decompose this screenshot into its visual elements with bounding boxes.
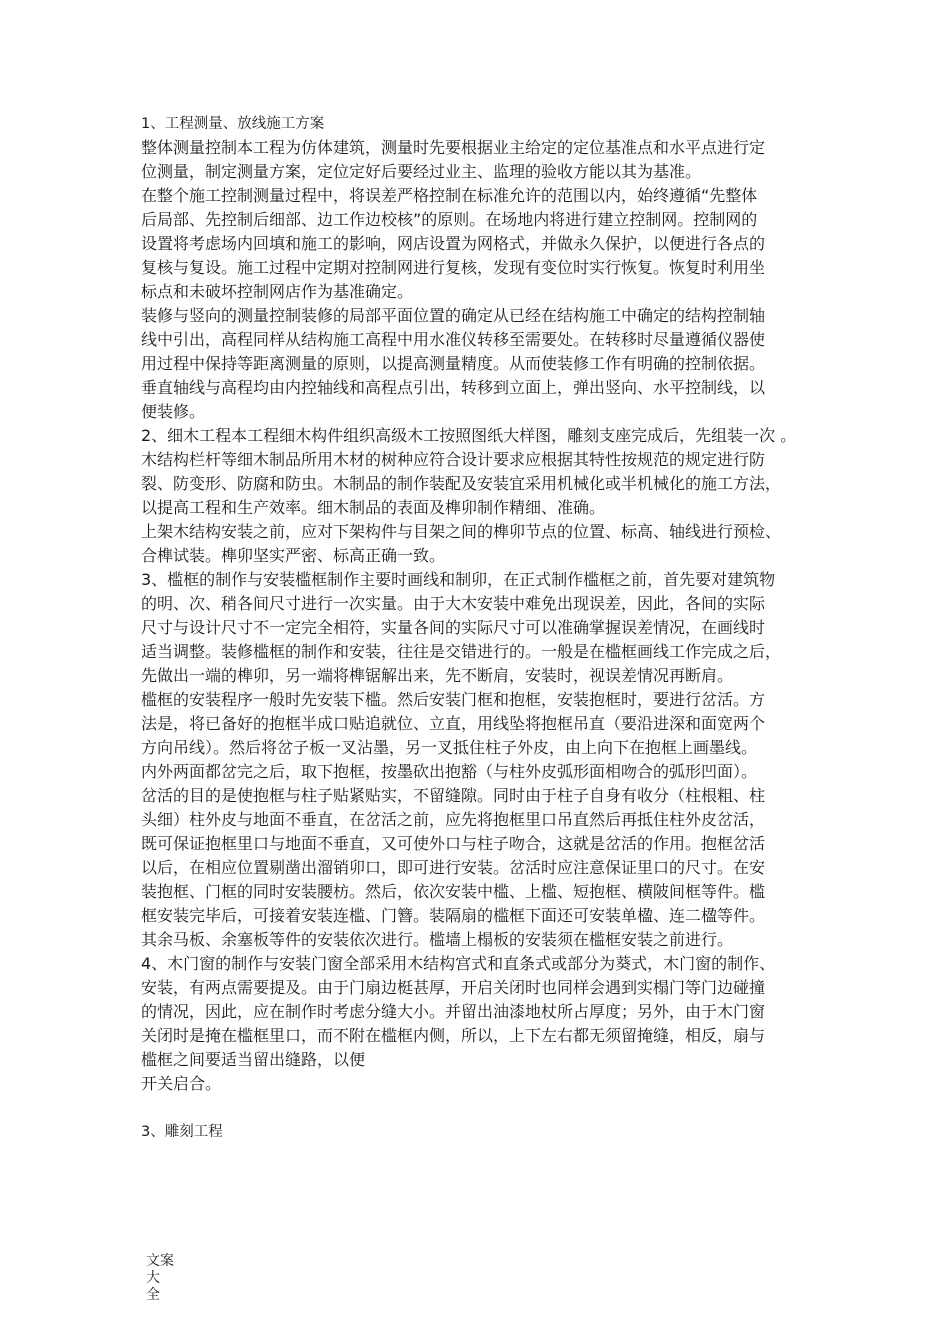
text-line: 尺寸与设计尺寸不一定完全相符，实量各间的实际尺寸可以准确掌握误差情况，在画线时 [141, 618, 766, 637]
text-line: 在整个施工控制测量过程中，将误差严格控制在标准允许的范围以内，始终遵循“先整体 [141, 186, 758, 205]
text-line: 2、细木工程本工程细木构件组织高级木工按照图纸大样图，雕刻支座完成后，先组装一次 。 [141, 426, 797, 445]
text-line: 以提高工程和生产效率。细木制品的表面及榫卯制作精细、准确。 [141, 498, 606, 517]
text-line: 以后，在相应位置剔凿出溜销卯口，即可进行安装。岔活时应注意保证里口的尺寸。在安 [141, 858, 766, 877]
text-line: 线中引出，高程同样从结构施工高程中用水准仪转移至需要处。在转移时尽量遵循仪器使 [141, 330, 766, 349]
text-line: 槛框之间要适当留出缝路，以便 [141, 1050, 366, 1069]
text-line: 3、槛框的制作与安装槛框制作主要时画线和制卯，在正式制作槛框之前，首先要对建筑物 [141, 570, 776, 589]
text-line: 垂直轴线与高程均由内控轴线和高程点引出，转移到立面上，弹出竖向、水平控制线，以 [141, 378, 766, 397]
text-line: 槛框的安装程序一般时先安装下槛。然后安装门框和抱框，安装抱框时，要进行岔活。方 [141, 690, 766, 709]
text-line: 适当调整。装修槛框的制作和安装，往往是交错进行的。一般是在槛框画线工作完成之后， [141, 642, 782, 661]
text-line: 整体测量控制本工程为仿体建筑，测量时先要根据业主给定的定位基准点和水平点进行定 [141, 138, 766, 157]
text-line: 木结构栏杆等细木制品所用木材的树种应符合设计要求应根据其特性按规范的规定进行防 [141, 450, 766, 469]
text-line: 安装，有两点需要提及。由于门扇边梃甚厚，开启关闭时也同样会遇到实榻门等门边碰撞 [141, 978, 766, 997]
text-line: 位测量，制定测量方案，定位定好后要经过业主、监理的验收方能以其为基准。 [141, 162, 702, 181]
text-line: 的情况，因此，应在制作时考虑分缝大小。并留出油漆地杖所占厚度；另外，由于木门窗 [141, 1002, 766, 1021]
page-footer [146, 1253, 176, 1304]
text-line: 先做出一端的榫卯，另一端将榫锯解出来，先不断肩，安装时，视误差情况再断肩。 [141, 666, 734, 685]
text-line: 法是，将已备好的抱框半成口贴追就位、立直，用线坠将抱框吊直（要沿进深和面宽两个 [141, 714, 766, 733]
text-line: 便装修。 [141, 402, 206, 421]
document-body [141, 112, 821, 1144]
text-line: 合榫试装。榫卯坚实严密、标高正确一致。 [141, 546, 446, 565]
text-line: 3、雕刻工程 [141, 1124, 223, 1140]
text-line: 方向吊线）。然后将岔子板一叉沾墨，另一叉抵住柱子外皮，由上向下在抱框上画墨线。 [141, 738, 758, 757]
text-line: 装抱框、门框的同时安装腰枋。然后，依次安装中槛、上槛、短抱框、横陂间框等件。槛 [141, 882, 766, 901]
text-line: 的明、次、稍各间尺寸进行一次实量。由于大木安装中难免出现误差，因此，各间的实际 [141, 594, 766, 613]
text-line: 上架木结构安装之前，应对下架构件与目架之间的榫卯节点的位置、标高、轴线进行预检、 [141, 522, 782, 541]
text-line: 开关启合。 [141, 1074, 222, 1093]
text-line: 用过程中保持等距离测量的原则，以提高测量精度。从而使装修工作有明确的控制依据。 [141, 354, 766, 373]
text-line: 既可保证抱框里口与地面不垂直，又可使外口与柱子吻合，这就是岔活的作用。抱框岔活 [141, 834, 766, 853]
text-line: 装修与竖向的测量控制装修的局部平面位置的确定从已经在结构施工中确定的结构控制轴 [141, 306, 766, 325]
text-line: 复核与复设。施工过程中定期对控制网进行复核，发现有变位时实行恢复。恢复时利用坐 [141, 258, 766, 277]
text-line: 裂、防变形、防腐和防虫。木制品的制作装配及安装宜采用机械化或半机械化的施工方法， [141, 474, 782, 493]
text-line: 后局部、先控制后细部、边工作边校核”的原则。在场地内将进行建立控制网。控制网的 [141, 210, 758, 229]
text-line: 设置将考虑场内回填和施工的影响，网店设置为网格式，并做永久保护，以便进行各点的 [141, 234, 766, 253]
text-line: 头细）柱外皮与地面不垂直，在岔活之前，应先将抱框里口吊直然后再抵住柱外皮岔活， [141, 810, 766, 829]
text-line: 内外两面都岔完之后，取下抱框，按墨砍出抱豁（与柱外皮弧形面相吻合的弧形凹面）。 [141, 762, 758, 781]
text-line: 标点和未破坏控制网店作为基准确定。 [141, 282, 414, 301]
text-line: 4、木门窗的制作与安装门窗全部采用木结构宫式和直条式或部分为葵式，木门窗的制作、 [141, 954, 776, 973]
text-line [141, 1096, 821, 1120]
footer-line-2: 全 [146, 1287, 160, 1303]
text-line: 1、工程测量、放线施工方案 [141, 116, 325, 132]
text-line: 其余马板、余塞板等件的安装依次进行。槛墙上榻板的安装须在槛框安装之前进行。 [141, 930, 734, 949]
text-line: 关闭时是掩在槛框里口，而不附在槛框内侧，所以，上下左右都无须留掩缝，相反，扇与 [141, 1026, 766, 1045]
footer-line-1: 文案大 [146, 1253, 174, 1286]
text-line: 岔活的目的是使抱框与柱子贴紧贴实，不留缝隙。同时由于柱子自身有收分（柱根粗、柱 [141, 786, 766, 805]
text-line: 框安装完毕后，可接着安装连槛、门簪。装隔扇的槛框下面还可安装单楹、连二楹等件。 [141, 906, 766, 925]
